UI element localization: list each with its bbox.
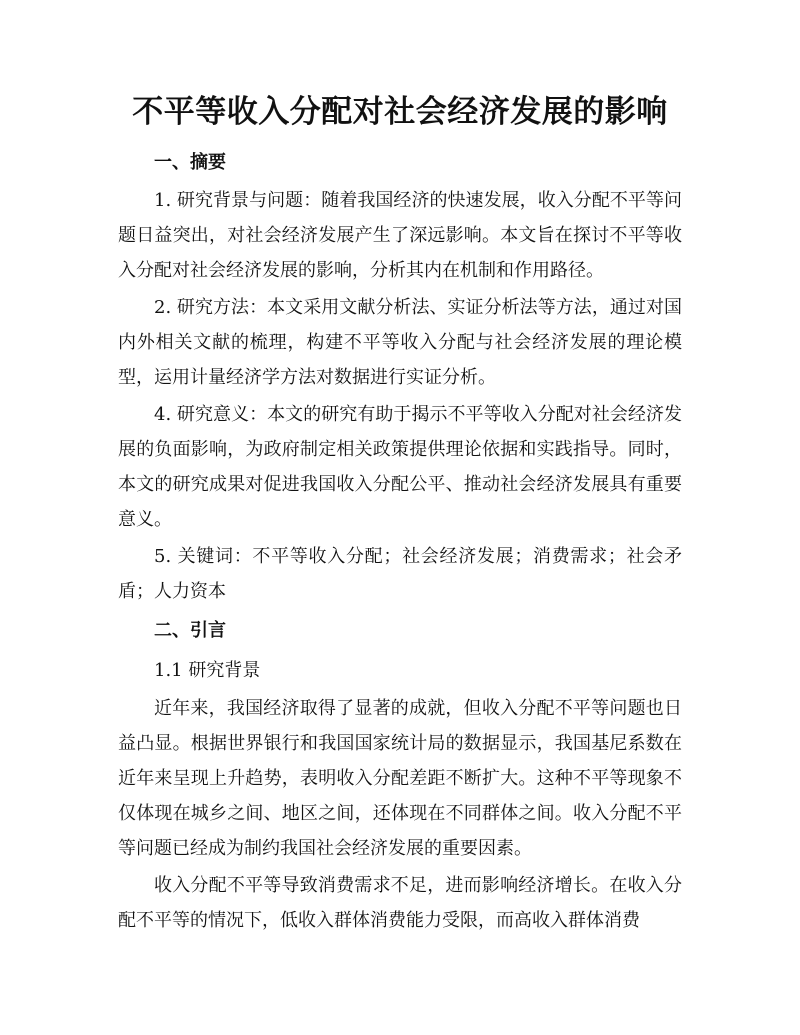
document-title: 不平等收入分配对社会经济发展的影响: [132, 94, 668, 130]
abstract-item-significance: 4. 研究意义：本文的研究有助于揭示不平等收入分配对社会经济发展的负面影响，为政府制定相关政策提供理论依据和实践指导。同时，本文的研究成果对促进我国收入分配公平、推动社会经济发展具有重要意义。: [118, 404, 682, 530]
abstract-item-method: 2. 研究方法：本文采用文献分析法、实证分析法等方法，通过对国内外相关文献的梳理，构建不平等收入分配与社会经济发展的理论模型，运用计量经济学方法对数据进行实证分析。: [118, 297, 682, 388]
subsection-heading-background: 1.1 研究背景: [154, 660, 261, 681]
abstract-item-keywords: 5. 关键词：不平等收入分配；社会经济发展；消费需求；社会矛盾；人力资本: [118, 546, 682, 602]
section-heading-abstract: 一、摘要: [154, 152, 226, 173]
abstract-item-background: 1. 研究背景与问题：随着我国经济的快速发展，收入分配不平等问题日益突出，对社会经济发展产生了深远影响。本文旨在探讨不平等收入分配对社会经济发展的影响，分析其内在机制和作用路径。: [118, 190, 682, 281]
intro-paragraph-2: 收入分配不平等导致消费需求不足，进而影响经济增长。在收入分配不平等的情况下，低收入群体消费能力受限，而高收入群体消费: [118, 875, 682, 931]
section-heading-introduction: 二、引言: [154, 620, 226, 641]
document-body: [118, 143, 682, 940]
intro-paragraph-1: 近年来，我国经济取得了显著的成就，但收入分配不平等问题也日益凸显。根据世界银行和我国国家统计局的数据显示，我国基尼系数在近年来呈现上升趋势，表明收入分配差距不断扩大。这种不平等现象不仅体现在城乡之间、地区之间，还体现在不同群体之间。收入分配不平等问题已经成为制约我国社会经济发展的重要因素。: [118, 698, 682, 859]
